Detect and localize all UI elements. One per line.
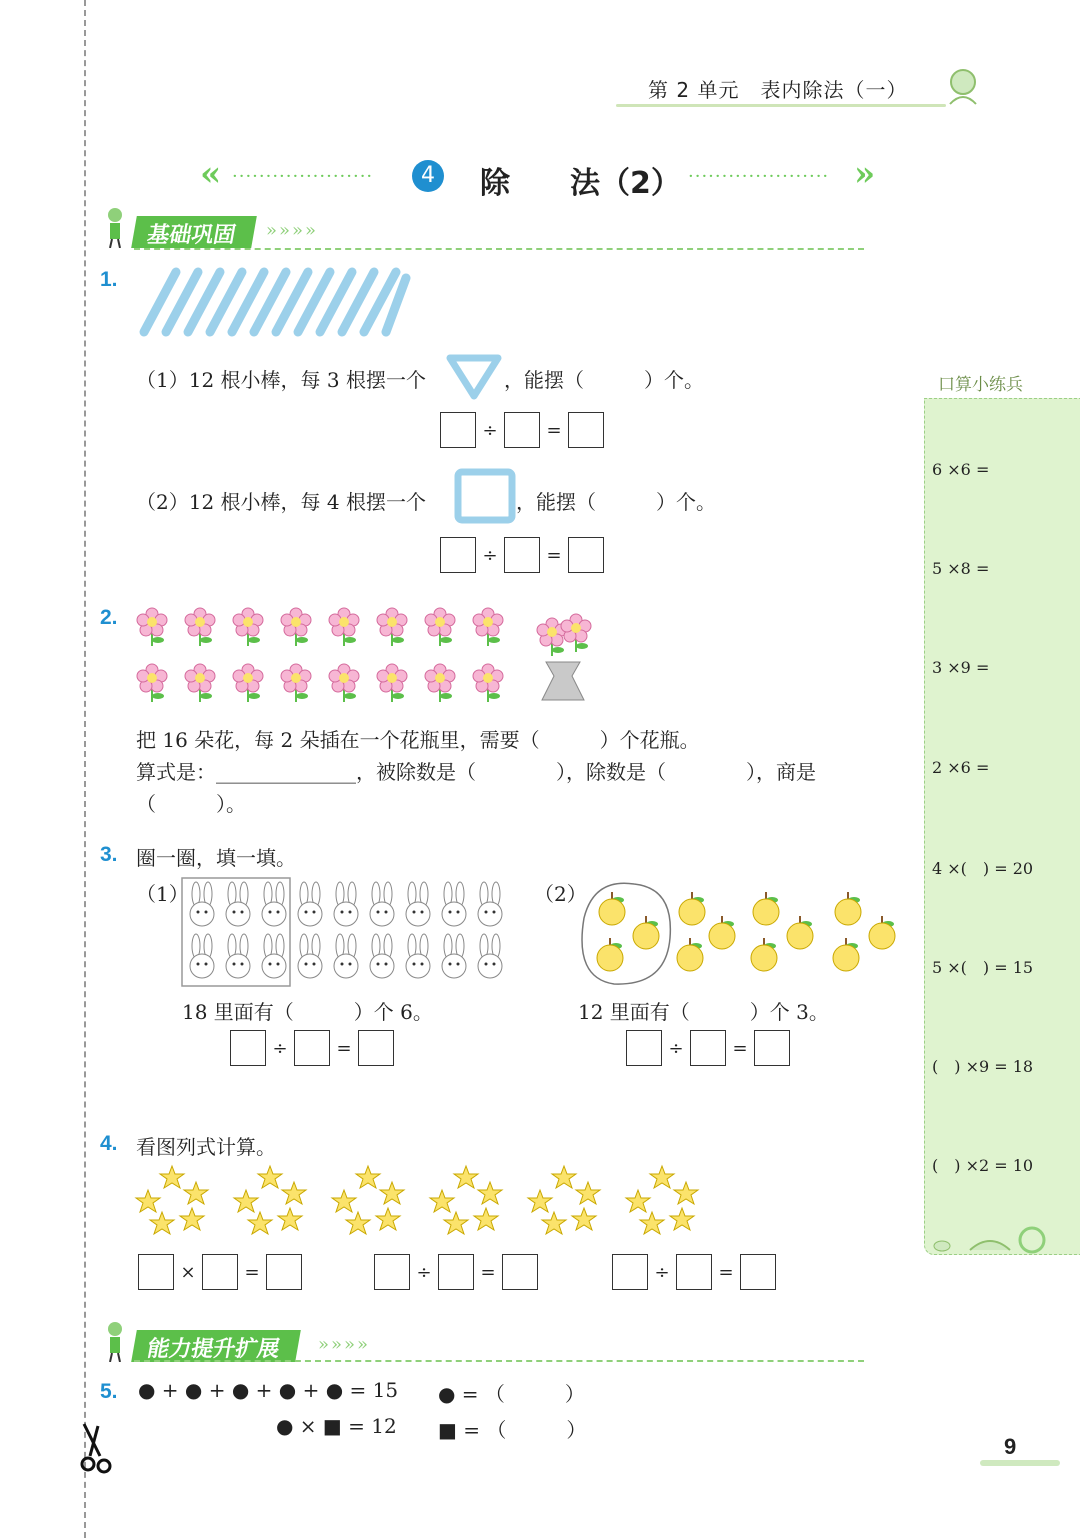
mascot-icon [940, 64, 986, 110]
answer-box[interactable] [440, 412, 476, 448]
square-shape-icon [450, 466, 520, 526]
pears-illustration [574, 878, 904, 990]
question-number: 3. [100, 843, 118, 866]
snail-decoration-icon [930, 1222, 1060, 1266]
question-number: 5. [100, 1380, 118, 1403]
section-basic: 基础巩固 [131, 216, 257, 248]
right-arrows-icon: » [854, 154, 876, 194]
answer-box[interactable] [676, 1254, 712, 1290]
answer-box[interactable] [754, 1030, 790, 1066]
left-arrows-icon: « [200, 154, 222, 194]
answer-box[interactable] [440, 537, 476, 573]
calc-item: ( ) ×2 = 10 [932, 1156, 1034, 1175]
kid-icon [102, 206, 128, 248]
q5-answer2: ■ = （ ） [438, 1418, 587, 1442]
q2-line2: 算式是：______________，被除数是（ ），除数是（ ），商是 [136, 760, 816, 784]
equation-q1-1: ÷ = [440, 412, 604, 448]
equation-q4-div1: ÷ = [374, 1254, 538, 1290]
calc-item: 5 ×8 = [932, 559, 990, 578]
q3-part2-label: （2） [534, 882, 587, 906]
answer-box[interactable] [568, 412, 604, 448]
q3-part1-text: 18 里面有（ ）个 6。 [182, 1000, 433, 1024]
q5-answer1: ● = （ ） [438, 1382, 585, 1406]
q5-equation1: ● + ● + ● + ● + ● = 15 [138, 1378, 399, 1402]
header-underline [616, 104, 946, 107]
calc-item: 3 ×9 = [932, 658, 990, 677]
calc-item: 6 ×6 = [932, 460, 990, 479]
answer-box[interactable] [358, 1030, 394, 1066]
calc-item: ( ) ×9 = 18 [932, 1057, 1034, 1076]
answer-box[interactable] [504, 412, 540, 448]
q1-part2-after: ，能摆（ ）个。 [516, 490, 716, 514]
lesson-title-bar: « ····················· 4 除 法（2） ····················· » [200, 154, 876, 201]
cut-line [84, 0, 86, 1538]
flowers-illustration [132, 604, 602, 714]
calc-item: 4 ×( ) = 20 [932, 859, 1034, 878]
question-number: 4. [100, 1132, 118, 1155]
answer-box[interactable] [740, 1254, 776, 1290]
q1-part2-before: （2）12 根小棒，每 4 根摆一个 [136, 490, 426, 514]
answer-box[interactable] [502, 1254, 538, 1290]
answer-box[interactable] [612, 1254, 648, 1290]
answer-box[interactable] [294, 1030, 330, 1066]
answer-box[interactable] [568, 537, 604, 573]
equation-q1-2: ÷ = [440, 537, 604, 573]
q5-equation2: ● × ■ = 12 [276, 1414, 397, 1438]
scissors-icon [76, 1420, 122, 1480]
equation-q4-mul: × = [138, 1254, 302, 1290]
q2-line1: 把 16 朵花，每 2 朵插在一个花瓶里，需要（ ）个花瓶。 [136, 728, 700, 752]
question-number: 1. [100, 268, 118, 291]
sticks-illustration [136, 264, 416, 340]
triangle-shape-icon [444, 352, 504, 402]
unit-header: 第 2 单元 表内除法（一） [648, 78, 908, 102]
equation-q3-2: ÷ = [626, 1030, 790, 1066]
lesson-number: 4 [412, 160, 444, 192]
lesson-title: 除 法（2） [480, 166, 681, 201]
q4-intro: 看图列式计算。 [136, 1135, 276, 1159]
calc-item: 5 ×( ) = 15 [932, 958, 1034, 977]
sidebar-title: 口算小练兵 [938, 375, 1023, 395]
answer-box[interactable] [504, 537, 540, 573]
stars-illustration [132, 1164, 712, 1244]
answer-box[interactable] [138, 1254, 174, 1290]
q3-part1-label: （1） [136, 882, 189, 906]
question-number: 2. [100, 606, 118, 629]
page-number: 9 [1004, 1434, 1017, 1459]
q3-part2-text: 12 里面有（ ）个 3。 [578, 1000, 829, 1024]
page-number-bar [980, 1460, 1060, 1466]
mental-math-sidebar [924, 398, 1080, 1255]
answer-box[interactable] [266, 1254, 302, 1290]
q1-part1-before: （1）12 根小棒，每 3 根摆一个 [136, 368, 426, 392]
rabbits-illustration [180, 876, 510, 988]
answer-box[interactable] [690, 1030, 726, 1066]
section-divider [134, 1360, 864, 1362]
equation-q3-1: ÷ = [230, 1030, 394, 1066]
answer-box[interactable] [374, 1254, 410, 1290]
answer-box[interactable] [202, 1254, 238, 1290]
q2-line3: （ ）。 [136, 792, 246, 816]
q1-part1-after: ，能摆（ ）个。 [504, 368, 704, 392]
kid-icon [102, 1320, 128, 1362]
q3-intro: 圈一圈，填一填。 [136, 846, 296, 870]
calc-item: 2 ×6 = [932, 758, 990, 777]
answer-box[interactable] [438, 1254, 474, 1290]
answer-box[interactable] [626, 1030, 662, 1066]
equation-q4-div2: ÷ = [612, 1254, 776, 1290]
answer-box[interactable] [230, 1030, 266, 1066]
section-divider [134, 248, 864, 250]
section-advanced: 能力提升扩展 [131, 1330, 301, 1362]
